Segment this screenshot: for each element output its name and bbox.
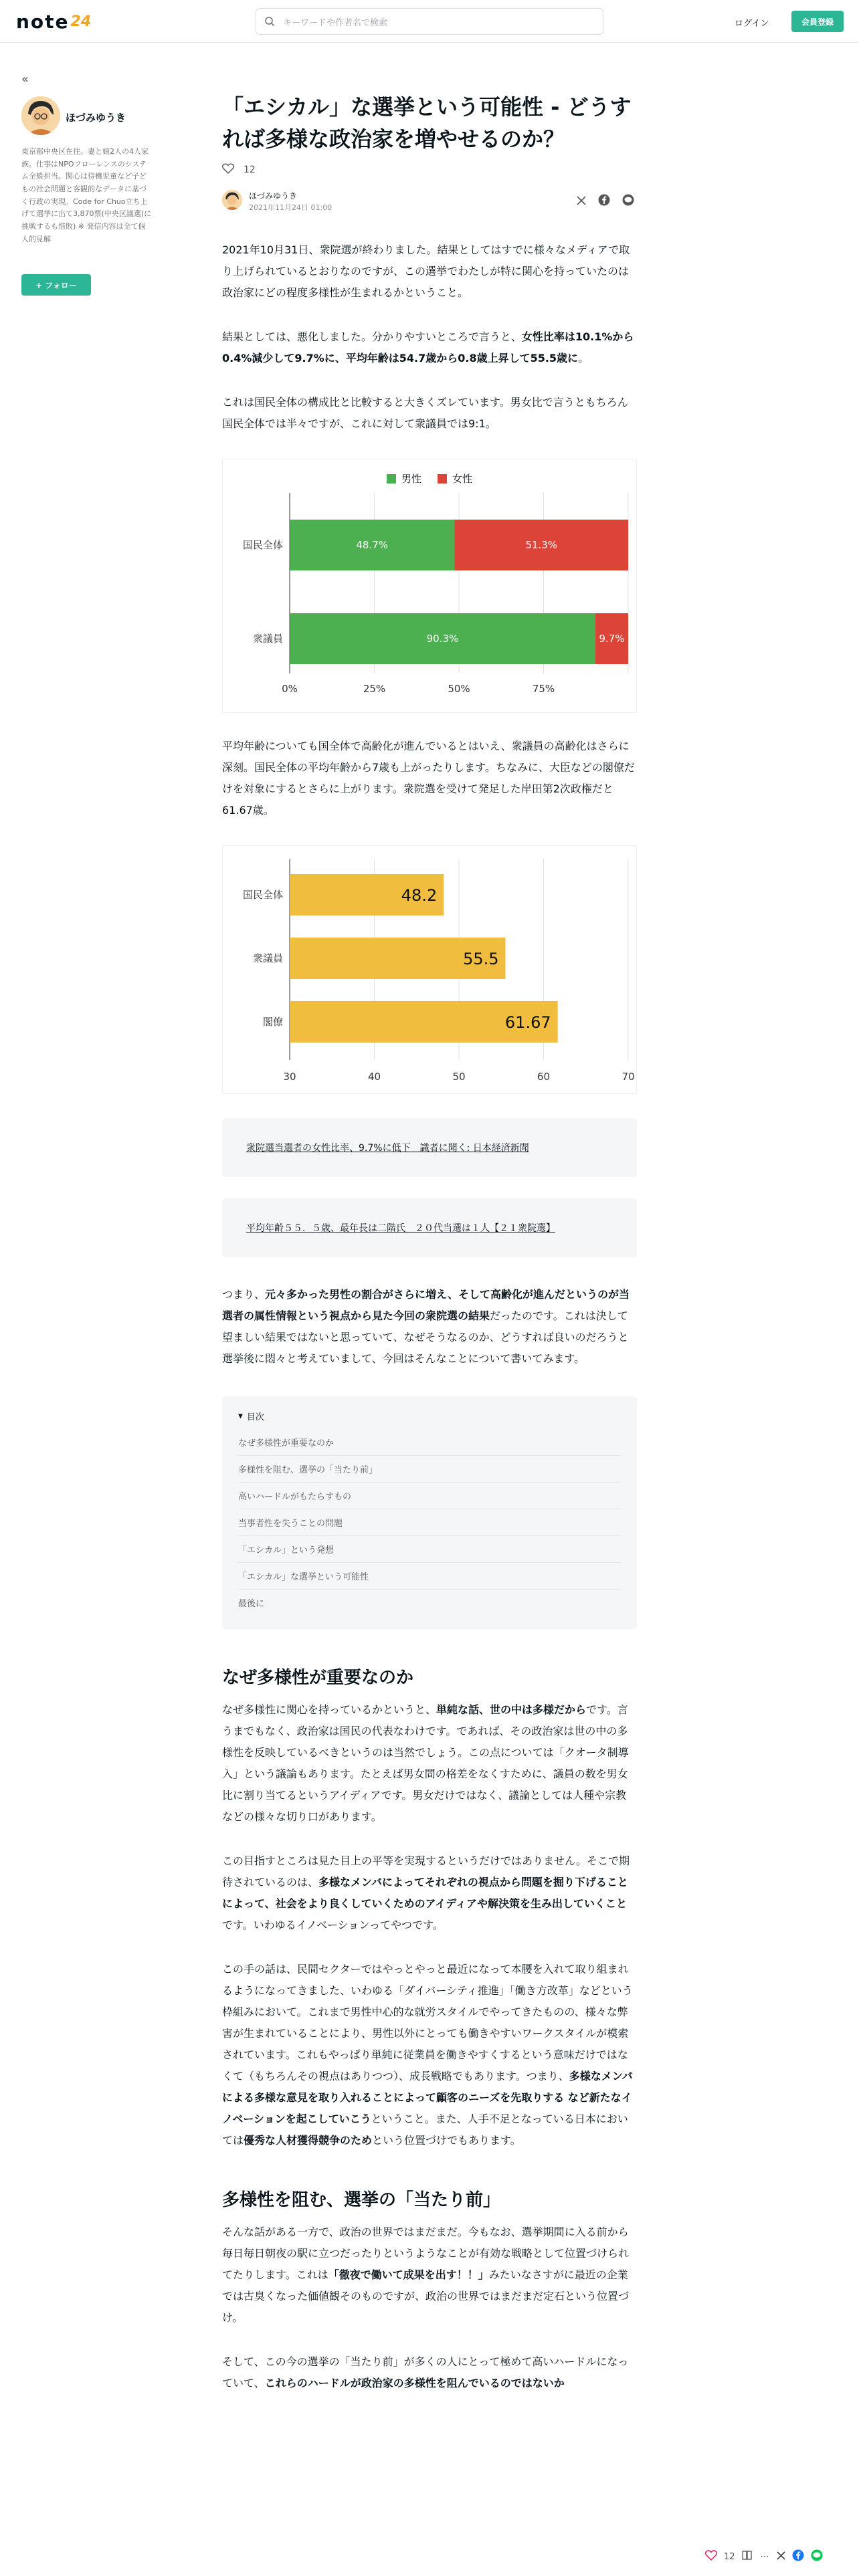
category-label: 閣僚: [262, 1016, 283, 1028]
bold-text: これらのハードルが政治家の多様性を阻んでいるのではないか: [264, 2377, 565, 2389]
author-name[interactable]: ほづみゆうき: [249, 191, 298, 201]
paragraph-3: これは国民全体の構成比と比較すると大きくズレています。男女比で言うともちろん国民全体では半々ですが、これに対して衆議員では9:1。: [222, 396, 628, 430]
paragraph-4: 平均年齢についても国全体で高齢化が進んでいるとはいえ、衆議員の高齢化はさらに深刻。国民全体の平均年齢から7歳も上がったりします。ちなみに、大臣などの閣僚だけを対象にするとさらに上がります。衆院選を受けて発足した岸田第2次政権だと61.67歳。: [222, 740, 635, 817]
paragraph-5: [222, 1284, 637, 1370]
note-logo[interactable]: [16, 9, 91, 33]
search-box[interactable]: [256, 8, 603, 35]
line-share-icon[interactable]: [811, 2549, 823, 2564]
toc-header[interactable]: [238, 1410, 621, 1422]
logo-badge-icon: 24: [70, 13, 92, 30]
bold-text: 女性比率は10.1%から0.4%減少して9.7%に、平均年齢は54.7歳から0.8歳上昇して55.5歳に: [222, 330, 634, 364]
bold-text: 「徹夜で働いて成果を出す！！」: [328, 2268, 489, 2281]
text-span: この手の話は、民間セクターではやっとやっと最近になって本腰を入れて取り組まれるようになってきました、いわゆる「ダイバーシティ推進」「働き方改革」などという枠組みにおいて。これまで男性中心的な就労スタイルでやってきたものの、様々な弊害が生まれていることにより、男性以外にとっても働きやすいワークスタイルが模索されています。これもやっぱり単純に従業員を働きやすくするという意味だけではなくて（もちろんその視点はありつつ）、成長戦略でもあります。つまり、: [222, 1963, 633, 2082]
x-tick-label: 75%: [532, 683, 555, 695]
search-icon: [256, 8, 283, 35]
data-label: 9.7%: [599, 633, 625, 645]
toc-item[interactable]: 当事者性を失うことの問題: [238, 1509, 621, 1536]
toc-item[interactable]: なぜ多様性が重要なのか: [238, 1429, 621, 1456]
sidebar-avatar[interactable]: [21, 96, 60, 135]
more-icon[interactable]: ⋯: [760, 2551, 770, 2562]
legend-swatch: [387, 474, 396, 484]
toc-item[interactable]: 多様性を阻む、選挙の「当たり前」: [238, 1456, 621, 1483]
bold-text: 多様なメンバによってそれぞれの視点から問題を掘り下げることによって、社会をより良くしていくためのアイディアや解決策を生み出していくこと: [222, 1876, 628, 1910]
x-tick-label: 70: [622, 1071, 635, 1083]
bold-text: 単純な話、世の中は多様だから: [436, 1703, 587, 1716]
follow-button[interactable]: + フォロー: [21, 274, 91, 296]
paragraph-2: [222, 326, 637, 369]
text-span: という位置づけでもあります。: [372, 2134, 521, 2147]
text-span: この目指すところは見た目上の平等を実現するというだけではありません。そこで期待されているのは、: [222, 1854, 630, 1889]
text-span: です。いわゆるイノベーションってやつです。: [222, 1919, 444, 1931]
paragraph-6: [222, 1699, 637, 1828]
legend-label: 男性: [401, 473, 421, 485]
text-span: みたいなさすがに最近の企業では古臭くなった価値観そのものですが、政治の世界ではまだまだ定石という位置づけ。: [222, 2268, 630, 2324]
floating-action-bar: [705, 2549, 823, 2564]
legend-item: [438, 471, 472, 486]
author-row: [222, 190, 637, 217]
text-span: だったのです。これは決して望ましい結果ではないと思っていて、なぜそうなるのか、どうすれば良いのだろうと選挙後に悶々と考えていまして、今回はそんなことについて書いてみます。: [222, 1309, 629, 1365]
x-tick-label: 60: [537, 1071, 551, 1083]
line-share-icon[interactable]: [622, 194, 634, 209]
caret-down-icon: ▼: [238, 1412, 243, 1420]
category-label: 国民全体: [242, 539, 283, 551]
legend-swatch: [438, 474, 447, 484]
age-chart: [222, 845, 637, 1094]
x-tick-label: 30: [283, 1071, 296, 1083]
toc-item[interactable]: 「エシカル」という発想: [238, 1536, 621, 1563]
bold-text: 元々多かった男性の割合がさらに増え、そして高齢化が進んだというのが当選者の属性情報という視点から見た今回の衆院選の結果: [222, 1288, 630, 1322]
table-of-contents: [222, 1396, 637, 1629]
paragraph-7: [222, 1850, 637, 1936]
category-label: 衆議員: [252, 952, 283, 964]
section-heading-2: 多様性を阻む、選挙の「当たり前」: [222, 2190, 501, 2210]
toc-item[interactable]: 最後に: [238, 1599, 265, 1609]
data-label: 90.3%: [426, 633, 459, 645]
bold-text: 多様なメンバによる多様な意見を取り入れることによって顧客のニーズを先取りする など新たなイノベーションを起こしていこう: [222, 2070, 633, 2125]
paragraph-1: 2021年10月31日、衆院選が終わりました。結果としてはすでに様々なメディアで取り上げられているとおりなのですが、この選挙でわたしが特に関心を持っていたのは政治家にどの程度多様性が生まれるかということ。: [222, 243, 630, 299]
x-tick-label: 0%: [282, 683, 298, 695]
text-span: そんな話がある一方で、政治の世界ではまだまだ。今もなお、選挙期間に入る前から毎日毎日朝夜の駅に立つだったりというようなことが有効な戦略として位置づけられてたりします。これは: [222, 2226, 630, 2281]
gender-chart: [222, 459, 637, 713]
legend-label: 女性: [452, 473, 473, 485]
publish-date: 2021年11月24日 01:00: [249, 203, 332, 212]
data-label: 55.5: [463, 950, 499, 968]
signup-button[interactable]: 会員登録: [791, 11, 844, 32]
sidebar-author-name[interactable]: ほづみゆうき: [66, 112, 126, 124]
data-label: 48.7%: [356, 539, 389, 551]
heart-icon[interactable]: [222, 163, 234, 177]
logo-text: note: [16, 10, 70, 33]
text-span: なぜ多様性に関心を持っているかというと、: [222, 1703, 437, 1716]
text-span: です。言うまでもなく、政治家は国民の代表なわけです。であれば、その政治家は世の中の多様性を反映しているべきというのは当然でしょう。この点については「クオータ制導入」という議論もあります。たとえば男女間の格差をなくすために、議員の数を男女比に割り当てるというアイディアです。男女だけではなく、議論としては人種や宗教などの様々な切り口があります。: [222, 1703, 629, 1823]
sidebar-bio: 東京都中央区在住。妻と娘2人の4人家族。仕事はNPOフローレンスのシステム全般担当。関心は待機児童など子どもの社会問題と客観的なデータに基づく行政の実現。Code for Chuo立ち上げて選挙に出て3,870票(中央区議選)に挑戦するも惜敗) ※ 発信内容は全て個人的見解: [21, 147, 152, 243]
paragraph-10: [222, 2351, 637, 2394]
share-buttons: [577, 194, 634, 209]
toc-label: 目次: [246, 1412, 264, 1422]
x-tick-label: 25%: [363, 683, 386, 695]
search-placeholder: キーワードや作者名で検索: [283, 17, 388, 28]
text-span: 。: [578, 352, 589, 364]
like-count: 12: [724, 2551, 735, 2562]
link-card-nikkei[interactable]: 衆院選当選者の女性比率、9.7%に低下 識者に聞く: 日本経済新聞: [222, 1118, 637, 1177]
data-label: 48.2: [401, 886, 438, 905]
facebook-share-icon[interactable]: [792, 2549, 804, 2564]
category-label: 国民全体: [242, 889, 283, 901]
data-label: 51.3%: [525, 539, 558, 551]
paragraph-8: [222, 1959, 637, 2151]
toc-item[interactable]: 「エシカル」な選挙という可能性: [238, 1563, 621, 1590]
author-avatar[interactable]: [222, 190, 242, 210]
x-share-icon[interactable]: [577, 195, 586, 208]
magazine-add-icon[interactable]: [742, 2550, 754, 2563]
back-chevron-icon[interactable]: «: [21, 72, 29, 86]
like-row: [222, 163, 637, 177]
section-heading-1: なぜ多様性が重要なのか: [222, 1668, 414, 1688]
heart-icon[interactable]: [705, 2550, 717, 2563]
article: [222, 91, 637, 2394]
x-tick-label: 50%: [448, 683, 470, 695]
paragraph-9: [222, 2222, 637, 2329]
top-header: [0, 0, 859, 43]
data-label: 61.67: [504, 1013, 551, 1032]
login-link[interactable]: ログイン: [735, 19, 769, 29]
text-span: 結果としては、悪化しました。分かりやすいところで言うと、: [222, 330, 522, 343]
age-chart-svg: [223, 846, 636, 1095]
x-tick-label: 50: [452, 1071, 466, 1083]
text-span: つまり、: [222, 1288, 266, 1301]
text-span: そして、この今の選挙の「当たり前」が多くの人にとって極めて高いハードルになっていて、: [222, 2355, 629, 2389]
link-card-jiji[interactable]: 平均年齢５５．５歳、最年長は二階氏 ２０代当選は１人【２１衆院選】: [222, 1198, 637, 1257]
legend-item: [387, 471, 421, 486]
toc-item[interactable]: 高いハードルがもたらすもの: [238, 1483, 621, 1509]
bold-text: 優秀な人材獲得競争のため: [244, 2134, 373, 2147]
article-title: 「エシカル」な選挙という可能性 - どうすれば多様な政治家を増やせるのか？: [222, 94, 632, 152]
category-label: 衆議員: [252, 633, 283, 645]
chart-legend: [223, 459, 636, 486]
like-count: 12: [244, 165, 256, 175]
gender-chart-svg: [223, 486, 636, 707]
x-share-icon[interactable]: [777, 2551, 785, 2563]
text-span: ということ。また、人手不足となっている日本においては: [222, 2113, 628, 2147]
facebook-share-icon[interactable]: [598, 194, 610, 209]
x-tick-label: 40: [367, 1071, 381, 1083]
